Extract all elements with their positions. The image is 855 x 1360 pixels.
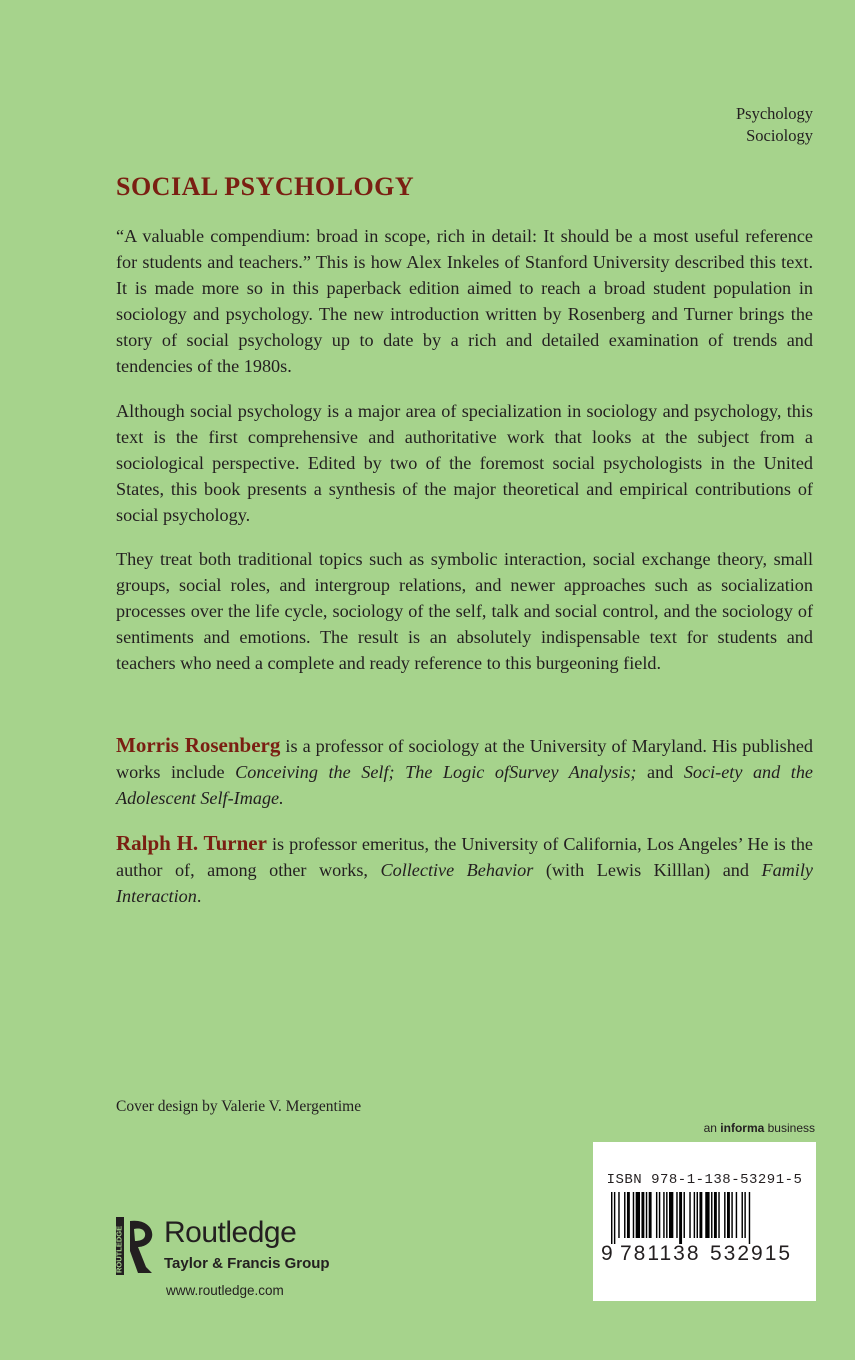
barcode-bar xyxy=(749,1192,750,1244)
barcode-bar xyxy=(724,1192,725,1238)
publisher-group: Taylor & Francis Group xyxy=(164,1255,330,1272)
publisher-url[interactable]: www.routledge.com xyxy=(166,1283,284,1298)
barcode-bar xyxy=(684,1192,685,1238)
ean-left-digits: 781138 xyxy=(620,1242,701,1265)
barcode-bar xyxy=(649,1192,652,1238)
author-name: Ralph H. Turner xyxy=(116,831,267,855)
author-bio-text: and xyxy=(636,762,684,782)
barcode-bar xyxy=(636,1192,640,1238)
barcode-bar xyxy=(714,1192,717,1238)
barcode-bar xyxy=(611,1192,612,1244)
book-title: SOCIAL PSYCHOLOGY xyxy=(116,172,415,201)
barcode-bar xyxy=(669,1192,673,1238)
routledge-logo-text: ROUTLEDGE xyxy=(114,1225,124,1273)
ean-right-digits: 532915 xyxy=(710,1242,793,1265)
barcode-bar xyxy=(736,1192,737,1238)
barcode-bar xyxy=(705,1192,709,1238)
author-name: Morris Rosenberg xyxy=(116,733,281,757)
barcode-bar xyxy=(731,1192,732,1238)
informa-brand: informa xyxy=(720,1121,765,1135)
barcode-bar xyxy=(711,1192,712,1238)
description-paragraph-1: “A valuable compendium: broad in scope, rich in detail: It should be a most useful reference for students and teachers.” This is how Alex Inkeles of Stanford University described this text. It is made more so in this paperback edition aimed to reach a broad student population in sociology and psychology. The new introduction written by Rosenberg and Turner brings the story of social psychology up to date by a rich and detailed examination of trends and tendencies of the 1980s. xyxy=(116,226,813,376)
barcode-bar xyxy=(676,1192,677,1238)
barcode-bar xyxy=(689,1192,690,1238)
barcode-bar xyxy=(624,1192,625,1238)
cover-design-credit: Cover design by Valerie V. Mergentime xyxy=(116,1098,362,1115)
subject-psychology: Psychology xyxy=(735,104,813,123)
barcode-bar xyxy=(618,1192,619,1238)
author-bio-text: . xyxy=(196,886,202,906)
ean-first-digit: 9 xyxy=(601,1242,613,1265)
author-bio-text: is professor emeritus, the University of California, Los Angeles’ He is the author of, among other works, xyxy=(116,834,813,880)
author-work-title: Conceiving the Self; The Logic ofSurvey Analysis; xyxy=(235,762,637,782)
author-work-title: Soci-ety and the Adolescent Self-Image. xyxy=(116,762,813,808)
isbn-barcode xyxy=(593,1142,816,1301)
description-paragraph-2: Although social psychology is a major area of specialization in sociology and psychology, this text is the first comprehensive and authoritative work that looks at the subject from a sociological perspective. Edited by two of the foremost social psychologists in the United States, this book presents a synthesis of the major theoretical and empirical contributions of social psychology. xyxy=(116,401,813,525)
subject-categories xyxy=(736,103,813,147)
barcode-bar xyxy=(697,1192,698,1238)
informa-suffix: business xyxy=(764,1121,815,1135)
informa-prefix: an xyxy=(703,1121,721,1135)
barcode-bars xyxy=(611,1192,801,1244)
barcode-bar xyxy=(718,1192,719,1238)
isbn-label: ISBN 978-1-138-53291-5 xyxy=(606,1172,803,1188)
subject-sociology: Sociology xyxy=(746,126,813,145)
barcode-bar xyxy=(663,1192,664,1238)
barcode-bar xyxy=(744,1192,745,1238)
author-bio-rosenberg xyxy=(116,732,813,811)
barcode-bar xyxy=(656,1192,657,1238)
barcode-bar xyxy=(659,1192,660,1238)
description-paragraph-3: They treat both traditional topics such as symbolic interaction, social exchange theory, small groups, social roles, and intergroup relations, and newer approaches such as socialization processes over the life cycle, sociology of the self, talk and social control, and the sociology of sentiments and emotions. The result is an absolutely indispensable text for students and teachers who need a complete and ready reference to this burgeoning field. xyxy=(116,549,813,673)
informa-business-tagline xyxy=(704,1121,815,1135)
barcode-bar xyxy=(646,1192,647,1238)
barcode-bar xyxy=(614,1192,615,1244)
barcode-bar xyxy=(679,1192,682,1244)
barcode-bar xyxy=(666,1192,667,1238)
barcode-bar xyxy=(694,1192,695,1238)
author-work-title: Collective Behavior xyxy=(380,860,534,880)
barcode-bar xyxy=(641,1192,644,1238)
barcode-bar xyxy=(627,1192,630,1238)
author-bio-text: (with Lewis Killlan) and xyxy=(533,860,762,880)
author-bio-turner xyxy=(116,830,813,909)
barcode-bar xyxy=(699,1192,702,1238)
author-bio-text: is a professor of sociology at the University of Maryland. His published works include xyxy=(116,736,814,782)
author-work-title: Family Interaction xyxy=(116,860,813,906)
publisher-name: Routledge xyxy=(164,1216,297,1249)
routledge-logo-icon xyxy=(116,1217,158,1275)
barcode-bar xyxy=(742,1192,743,1238)
barcode-bar xyxy=(727,1192,730,1238)
barcode-bar xyxy=(633,1192,634,1238)
